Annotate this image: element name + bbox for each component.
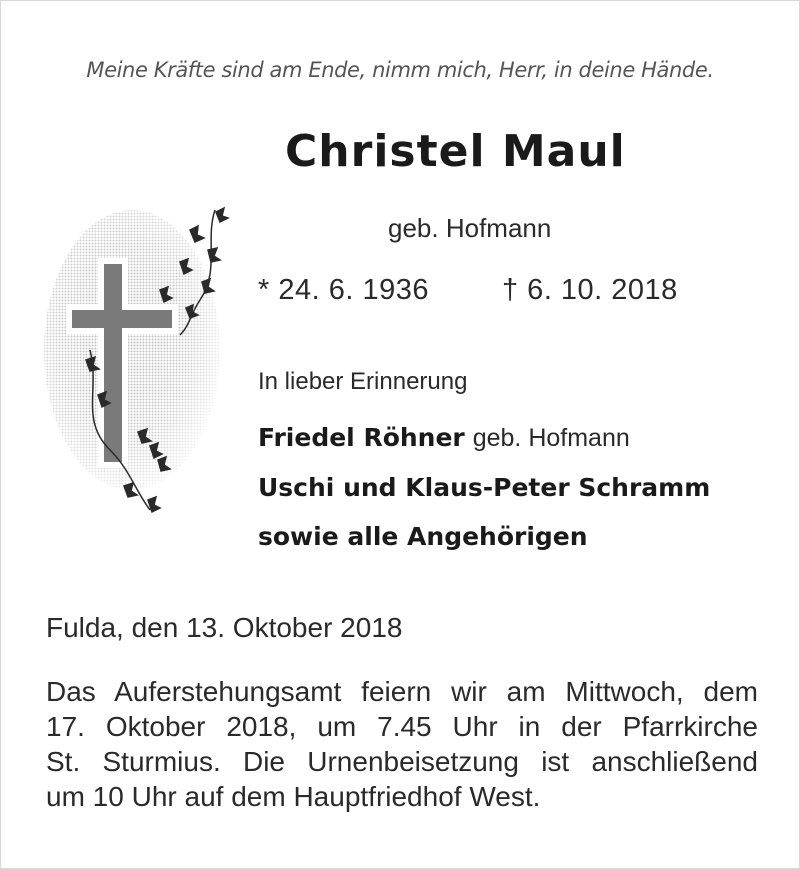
cross-with-ivy-icon	[40, 200, 240, 530]
announcement-line-2: 17. Oktober 2018, um 7.45 Uhr in der Pfarrkirche	[46, 711, 758, 742]
mourner-line-3: sowie alle Angehörigen	[258, 522, 588, 551]
announcement-line-3: St. Sturmius. Die Urnenbeisetzung ist anschließend	[46, 746, 758, 777]
announcement-line-4: um 10 Uhr auf dem Hauptfriedhof West.	[46, 781, 541, 812]
memory-intro: In lieber Erinnerung	[258, 368, 468, 395]
motto-verse: Meine Kräfte sind am Ende, nimm mich, Herr, in deine Hände.	[86, 58, 714, 82]
announcement-line-1: Das Auferstehungsamt feiern wir am Mittwoch, dem	[46, 676, 758, 707]
birth-date: * 24. 6. 1936	[258, 274, 429, 306]
funeral-announcement	[46, 674, 758, 814]
place-and-date: Fulda, den 13. Oktober 2018	[46, 612, 403, 643]
mourner-1-name: Friedel Röhner	[258, 423, 465, 452]
mourner-1-born-name: geb. Hofmann	[472, 424, 630, 452]
mourner-line-2: Uschi und Klaus-Peter Schramm	[258, 473, 711, 502]
deceased-born-name: geb. Hofmann	[388, 213, 552, 243]
deceased-name: Christel Maul	[285, 126, 626, 177]
mourner-line-1	[258, 423, 630, 453]
death-date: † 6. 10. 2018	[502, 274, 678, 306]
